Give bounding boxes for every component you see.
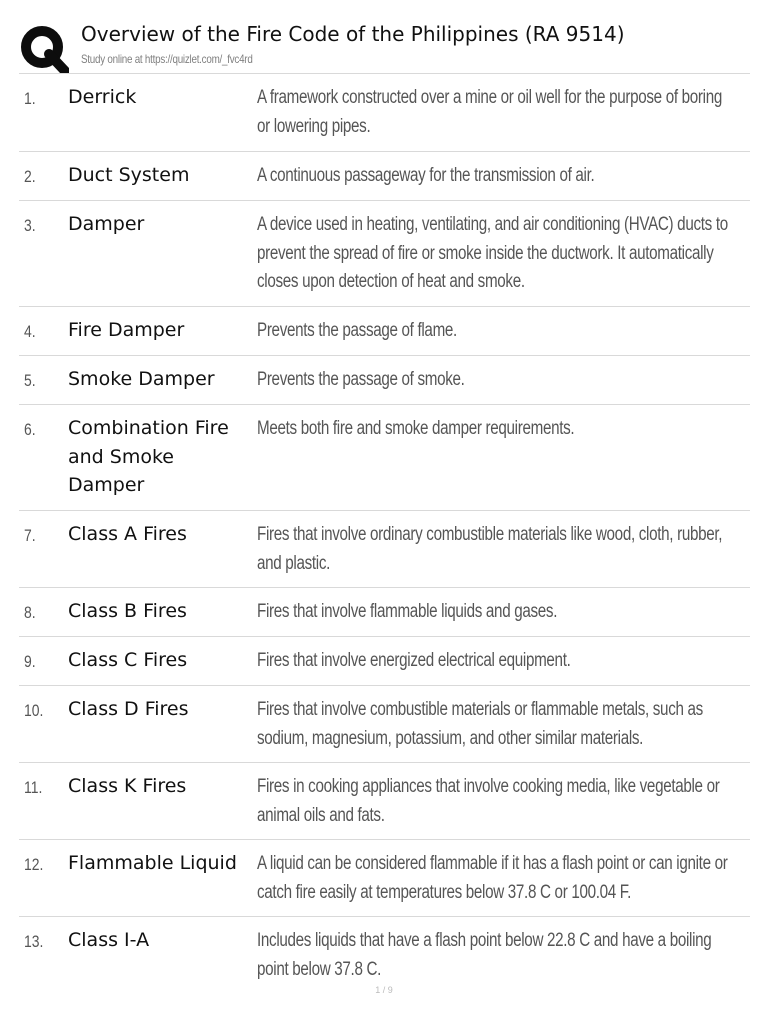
list-item xyxy=(19,511,750,588)
item-definition: Includes liquids that have a flash point below 22.8 C and have a boiling point below 37.8 C. xyxy=(257,930,712,980)
item-definition: Fires that involve flammable liquids and gases. xyxy=(257,601,558,622)
item-term: Class I-A xyxy=(68,929,150,951)
item-term: Class D Fires xyxy=(68,698,189,720)
item-definition: A liquid can be considered flammable if it has a flash point or can ignite or catch fire easily at temperatures below 37.8 C or 100.04 F. xyxy=(257,853,728,903)
list-item xyxy=(19,917,750,992)
item-definition: Meets both fire and smoke damper requirements. xyxy=(257,418,575,439)
item-definition: Prevents the passage of smoke. xyxy=(257,369,465,390)
item-number: 4. xyxy=(24,322,36,341)
item-definition: A continuous passageway for the transmission of air. xyxy=(257,165,595,186)
item-number: 9. xyxy=(24,652,36,671)
item-term: Derrick xyxy=(68,86,137,108)
term-list xyxy=(19,73,750,992)
item-term: Class C Fires xyxy=(68,649,188,671)
list-item xyxy=(19,686,750,763)
item-number: 5. xyxy=(24,371,36,390)
item-term: Class K Fires xyxy=(68,775,187,797)
item-term: Flammable Liquid xyxy=(68,852,237,874)
item-term: Damper xyxy=(68,213,145,235)
item-term: Combination Fire and Smoke Damper xyxy=(68,417,229,496)
item-number: 13. xyxy=(24,932,44,951)
list-item xyxy=(19,356,750,405)
item-definition: Fires in cooking appliances that involve cooking media, like vegetable or animal oils and fats. xyxy=(257,776,720,826)
item-number: 2. xyxy=(24,167,36,186)
page-header xyxy=(19,20,750,72)
item-number: 1. xyxy=(24,89,36,108)
page-title: Overview of the Fire Code of the Philippines (RA 9514) xyxy=(81,22,625,46)
list-item xyxy=(19,307,750,356)
item-number: 3. xyxy=(24,216,36,235)
list-item xyxy=(19,74,750,152)
item-term: Smoke Damper xyxy=(68,368,215,390)
list-item xyxy=(19,588,750,637)
item-number: 7. xyxy=(24,526,36,545)
item-definition: A device used in heating, ventilating, and air conditioning (HVAC) ducts to prevent the spread of fire or smoke inside the ductwork. It automatically closes upon detection of heat and smoke. xyxy=(257,214,728,292)
list-item xyxy=(19,637,750,686)
list-item xyxy=(19,201,750,307)
list-item xyxy=(19,840,750,917)
page-number: 1 / 9 xyxy=(375,985,393,995)
item-definition: Prevents the passage of flame. xyxy=(257,320,457,341)
item-definition: Fires that involve combustible materials or flammable metals, such as sodium, magnesium, potassium, and other similar materials. xyxy=(257,699,703,749)
item-definition: Fires that involve energized electrical equipment. xyxy=(257,650,571,671)
list-item xyxy=(19,405,750,511)
item-number: 10. xyxy=(24,701,44,720)
item-term: Class A Fires xyxy=(68,523,187,545)
quizlet-logo-icon xyxy=(19,23,69,73)
item-term: Class B Fires xyxy=(68,600,187,622)
item-number: 6. xyxy=(24,420,36,439)
item-number: 12. xyxy=(24,855,44,874)
item-definition: Fires that involve ordinary combustible materials like wood, cloth, rubber, and plastic. xyxy=(257,524,723,574)
item-term: Duct System xyxy=(68,164,190,186)
item-definition: A framework constructed over a mine or oil well for the purpose of boring or lowering pipes. xyxy=(257,87,722,137)
item-number: 11. xyxy=(24,778,43,797)
item-number: 8. xyxy=(24,603,36,622)
study-online-link-text: Study online at https://quizlet.com/_fvc4rd xyxy=(81,52,253,66)
list-item xyxy=(19,763,750,840)
list-item xyxy=(19,152,750,201)
item-term: Fire Damper xyxy=(68,319,185,341)
